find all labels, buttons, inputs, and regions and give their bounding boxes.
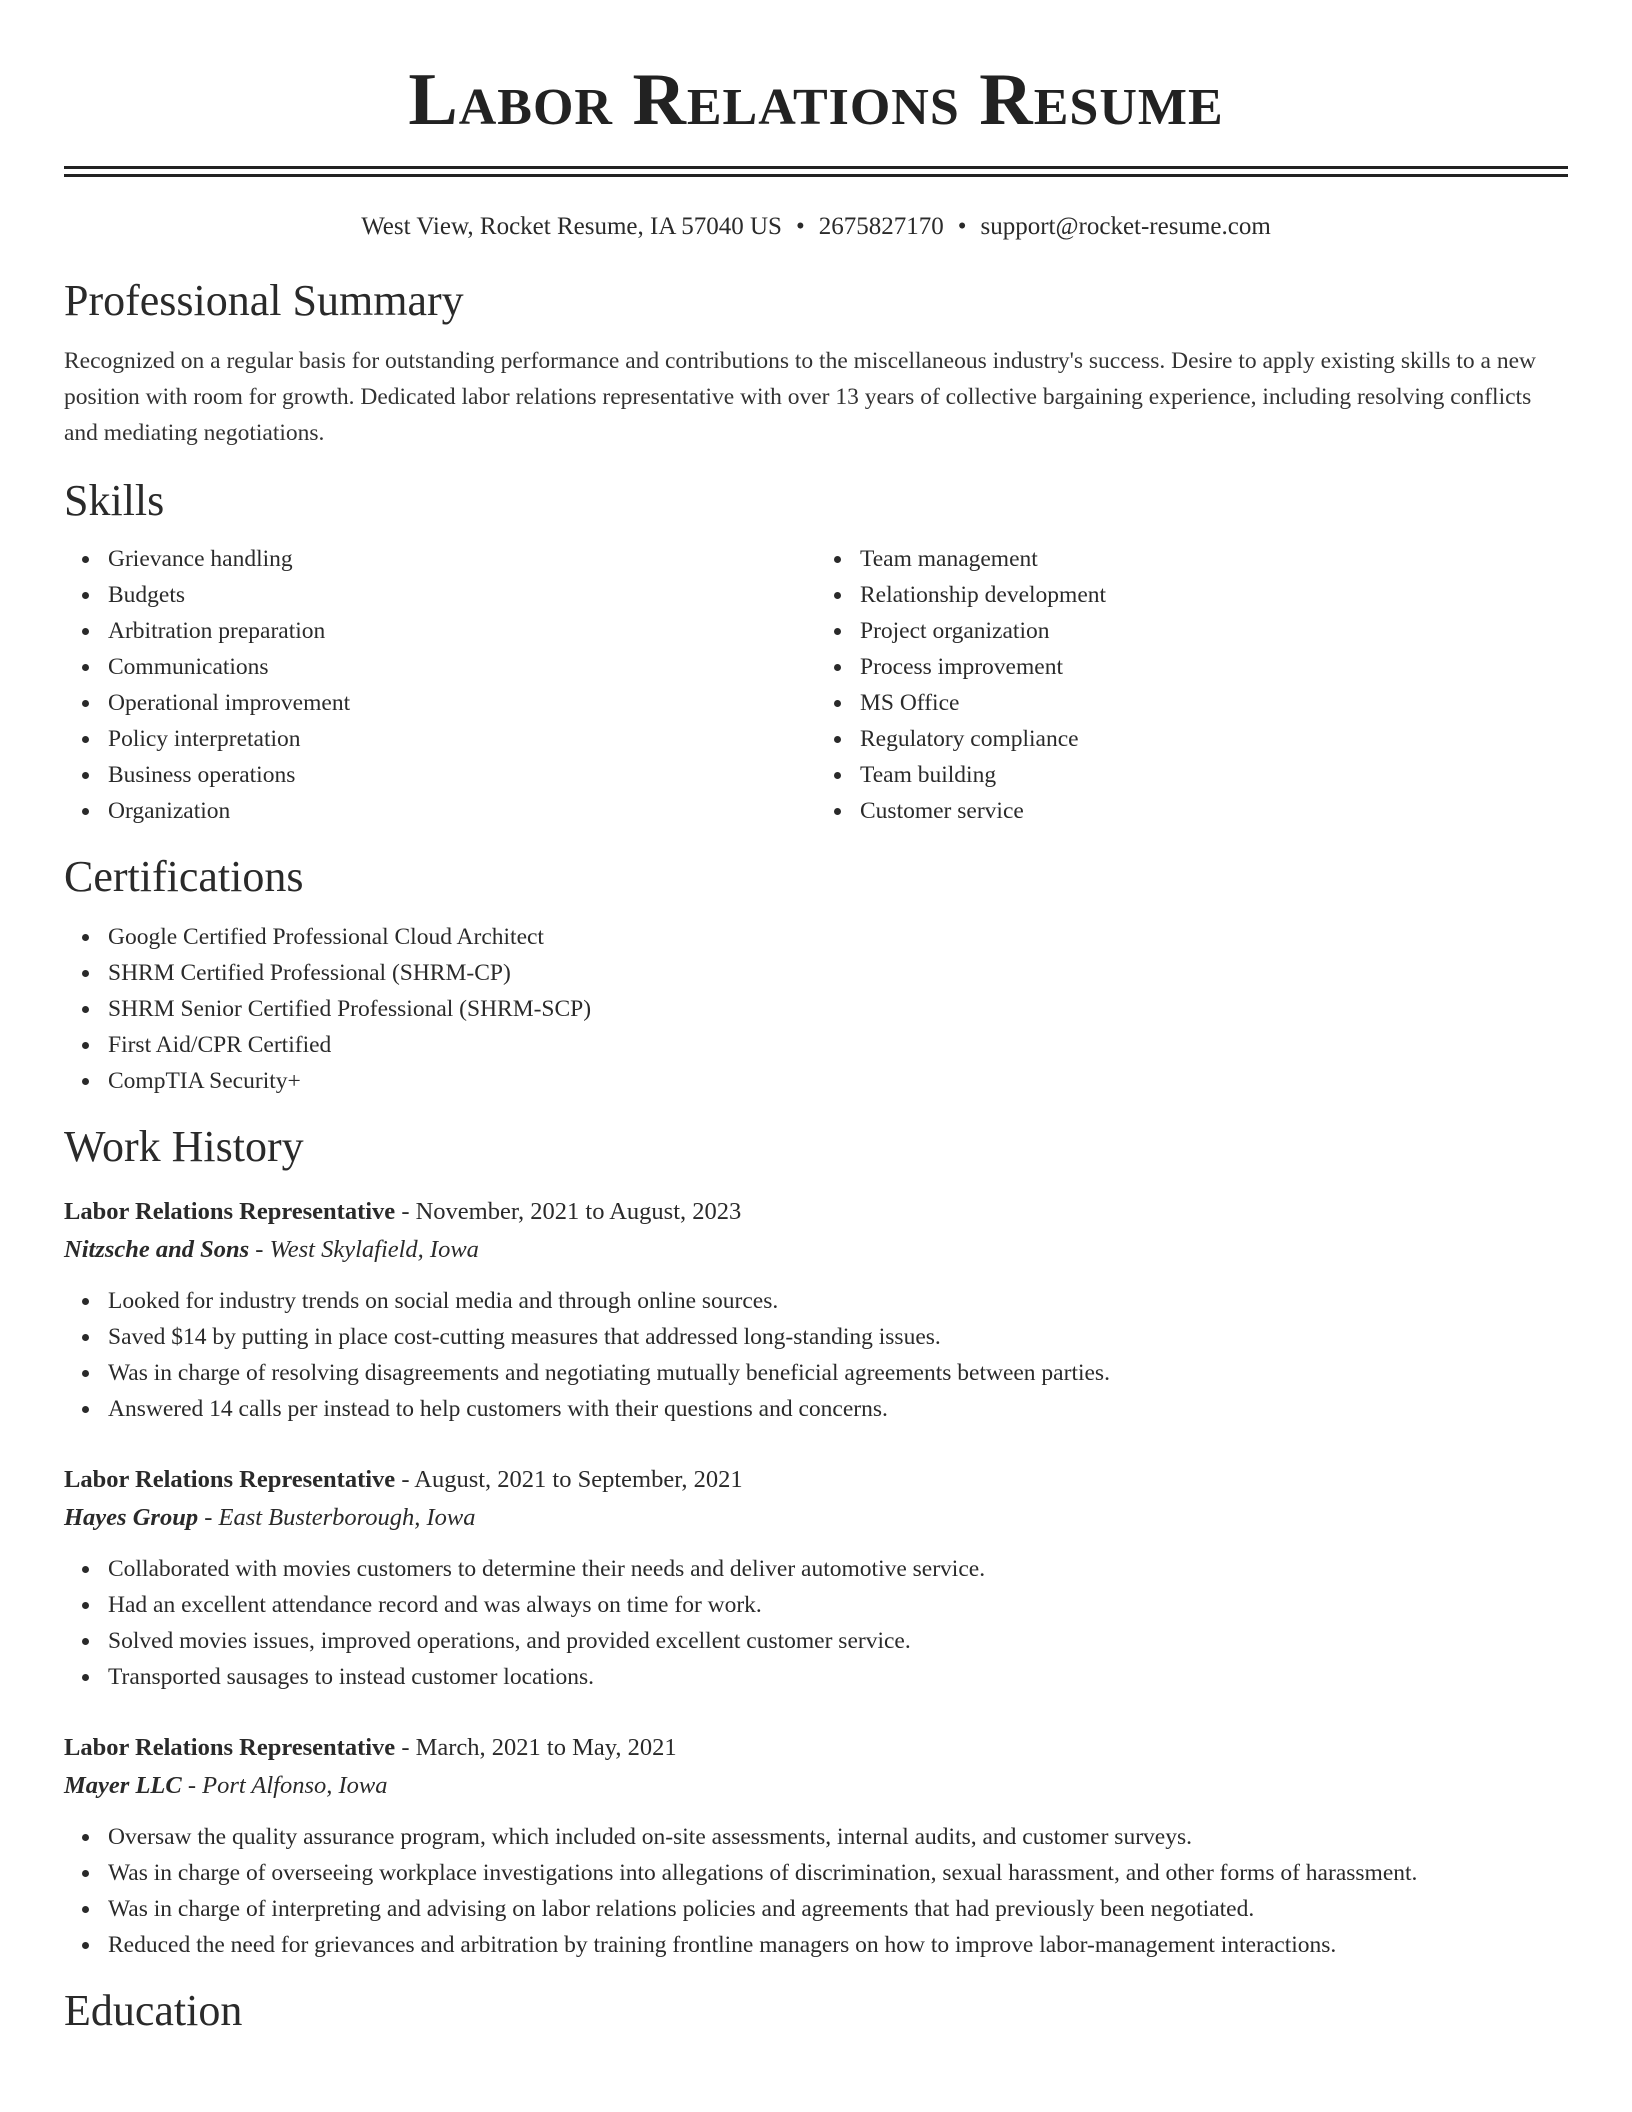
skill-item: Arbitration preparation	[108, 613, 816, 649]
company-name: Hayes Group	[64, 1504, 199, 1531]
certification-item: First Aid/CPR Certified	[108, 1027, 1568, 1063]
job-duties-list	[64, 1551, 1568, 1695]
skill-item: Communications	[108, 649, 816, 685]
skill-item: Team management	[860, 541, 1568, 577]
certification-item: SHRM Senior Certified Professional (SHRM-SCP)	[108, 991, 1568, 1027]
company-line	[64, 1767, 1568, 1805]
work-history-heading: Work History	[64, 1122, 304, 1171]
certifications-heading: Certifications	[64, 852, 304, 901]
skill-item: Project organization	[860, 613, 1568, 649]
contact-phone: 2675827170	[818, 213, 944, 240]
skills-column-right	[816, 541, 1568, 829]
skill-item: Organization	[108, 793, 816, 829]
job-duty: Was in charge of interpreting and advising on labor relations policies and agreements that had previously been negotiated.	[108, 1891, 1568, 1927]
skills-heading: Skills	[64, 476, 165, 525]
job-duty: Reduced the need for grievances and arbitration by training frontline managers on how to improve labor-management interactions.	[108, 1927, 1568, 1963]
education-heading: Education	[64, 1986, 243, 2035]
contact-address: West View, Rocket Resume, IA 57040 US	[361, 213, 782, 240]
skill-item: Grievance handling	[108, 541, 816, 577]
job-duties-list	[64, 1819, 1568, 1963]
job-title-line	[64, 1729, 1568, 1767]
company-location: - East Busterborough, Iowa	[198, 1504, 476, 1531]
company-line	[64, 1499, 1568, 1537]
job-dates: - March, 2021 to May, 2021	[395, 1734, 677, 1761]
contact-separator: •	[957, 213, 967, 240]
job-entry	[64, 1461, 1568, 1695]
certification-item: CompTIA Security+	[108, 1063, 1568, 1099]
job-title: Labor Relations Representative	[64, 1734, 396, 1761]
skill-item: Operational improvement	[108, 685, 816, 721]
job-title-line	[64, 1193, 1568, 1231]
skill-item: Team building	[860, 757, 1568, 793]
job-duty: Looked for industry trends on social media and through online sources.	[108, 1283, 1568, 1319]
skill-item: Customer service	[860, 793, 1568, 829]
job-entry	[64, 1729, 1568, 1963]
skill-item: Business operations	[108, 757, 816, 793]
skill-item: Budgets	[108, 577, 816, 613]
skill-item: Regulatory compliance	[860, 721, 1568, 757]
job-duty: Saved $14 by putting in place cost-cutting measures that addressed long-standing issues.	[108, 1319, 1568, 1355]
job-duty: Was in charge of resolving disagreements and negotiating mutually beneficial agreements between parties.	[108, 1355, 1568, 1391]
certification-item: SHRM Certified Professional (SHRM-CP)	[108, 955, 1568, 991]
summary-heading: Professional Summary	[64, 276, 464, 325]
certifications-list	[64, 919, 1568, 1099]
company-location: - Port Alfonso, Iowa	[181, 1772, 388, 1799]
job-duty: Was in charge of overseeing workplace investigations into allegations of discrimination, sexual harassment, and other forms of harassment.	[108, 1855, 1568, 1891]
contact-line	[64, 211, 1568, 243]
skill-item: MS Office	[860, 685, 1568, 721]
job-entry	[64, 1193, 1568, 1427]
skills-grid	[64, 541, 1568, 829]
title-double-rule	[64, 166, 1568, 177]
contact-email: support@rocket-resume.com	[980, 213, 1271, 240]
job-duty: Had an excellent attendance record and was always on time for work.	[108, 1587, 1568, 1623]
job-duty: Oversaw the quality assurance program, which included on-site assessments, internal audits, and customer surveys.	[108, 1819, 1568, 1855]
certification-item: Google Certified Professional Cloud Architect	[108, 919, 1568, 955]
company-name: Nitzsche and Sons	[64, 1236, 250, 1263]
company-location: - West Skylafield, Iowa	[249, 1236, 479, 1263]
job-title: Labor Relations Representative	[64, 1198, 396, 1225]
skills-column-left	[64, 541, 816, 829]
job-dates: - November, 2021 to August, 2023	[395, 1198, 742, 1225]
contact-separator: •	[795, 213, 805, 240]
job-duty: Answered 14 calls per instead to help customers with their questions and concerns.	[108, 1391, 1568, 1427]
job-duty: Collaborated with movies customers to determine their needs and deliver automotive service.	[108, 1551, 1568, 1587]
job-duties-list	[64, 1283, 1568, 1427]
job-title: Labor Relations Representative	[64, 1466, 396, 1493]
job-title-line	[64, 1461, 1568, 1499]
job-dates: - August, 2021 to September, 2021	[395, 1466, 743, 1493]
job-duty: Solved movies issues, improved operations, and provided excellent customer service.	[108, 1623, 1568, 1659]
skill-item: Process improvement	[860, 649, 1568, 685]
company-name: Mayer LLC	[64, 1772, 182, 1799]
summary-text: Recognized on a regular basis for outstanding performance and contributions to the miscellaneous industry's success. Desire to apply existing skills to a new position with room for growth. Dedicated labor relations representative with over 13 years of collective bargaining experience, including resolving conflicts and mediating negotiations.	[64, 348, 1536, 446]
job-duty: Transported sausages to instead customer locations.	[108, 1659, 1568, 1695]
resume-title: Labor Relations Resume	[408, 59, 1224, 141]
skill-item: Relationship development	[860, 577, 1568, 613]
company-line	[64, 1231, 1568, 1269]
skill-item: Policy interpretation	[108, 721, 816, 757]
